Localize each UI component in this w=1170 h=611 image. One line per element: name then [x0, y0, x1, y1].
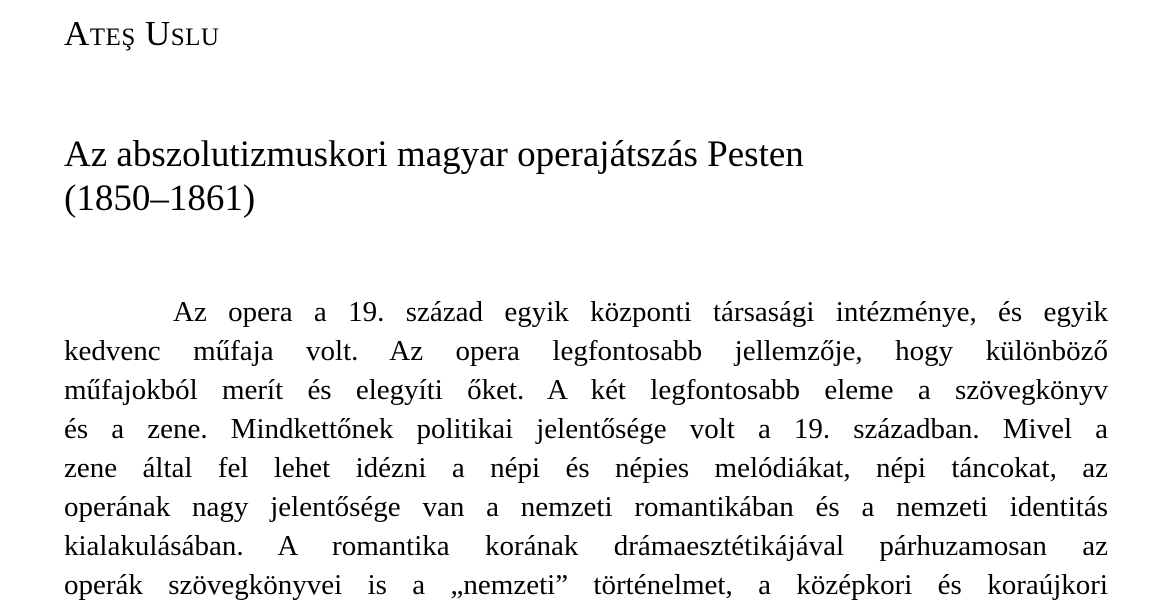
author-name: Ateş Uslu — [64, 14, 220, 53]
paragraph-line: kedvenc műfaja volt. Az opera legfontosabb jellemzője, hogy különböző — [64, 335, 1108, 367]
body-paragraph — [64, 293, 1108, 605]
paragraph-line: operák szövegkönyvei is a „nemzeti” történelmet, a középkori és koraújkori — [64, 569, 1108, 601]
paragraph-line: és a zene. Mindkettőnek politikai jelentősége volt a 19. században. Mivel a — [64, 413, 1108, 445]
title-line-1: Az abszolutizmuskori magyar operajátszás Pesten — [64, 134, 804, 175]
title-line-2: (1850–1861) — [64, 178, 256, 219]
paragraph-line: kialakulásában. A romantika korának drámaesztétikájával párhuzamosan az — [64, 530, 1108, 562]
paragraph-line: műfajokból merít és elegyíti őket. A két legfontosabb eleme a szövegkönyv — [64, 374, 1108, 406]
paragraph-line: operának nagy jelentősége van a nemzeti romantikában és a nemzeti identitás — [64, 491, 1108, 523]
paragraph-line: zene által fel lehet idézni a népi és népies melódiákat, népi táncokat, az — [64, 452, 1108, 484]
article-title — [64, 133, 1124, 221]
paragraph-line: Az opera a 19. század egyik központi társasági intézménye, és egyik — [173, 296, 1108, 328]
